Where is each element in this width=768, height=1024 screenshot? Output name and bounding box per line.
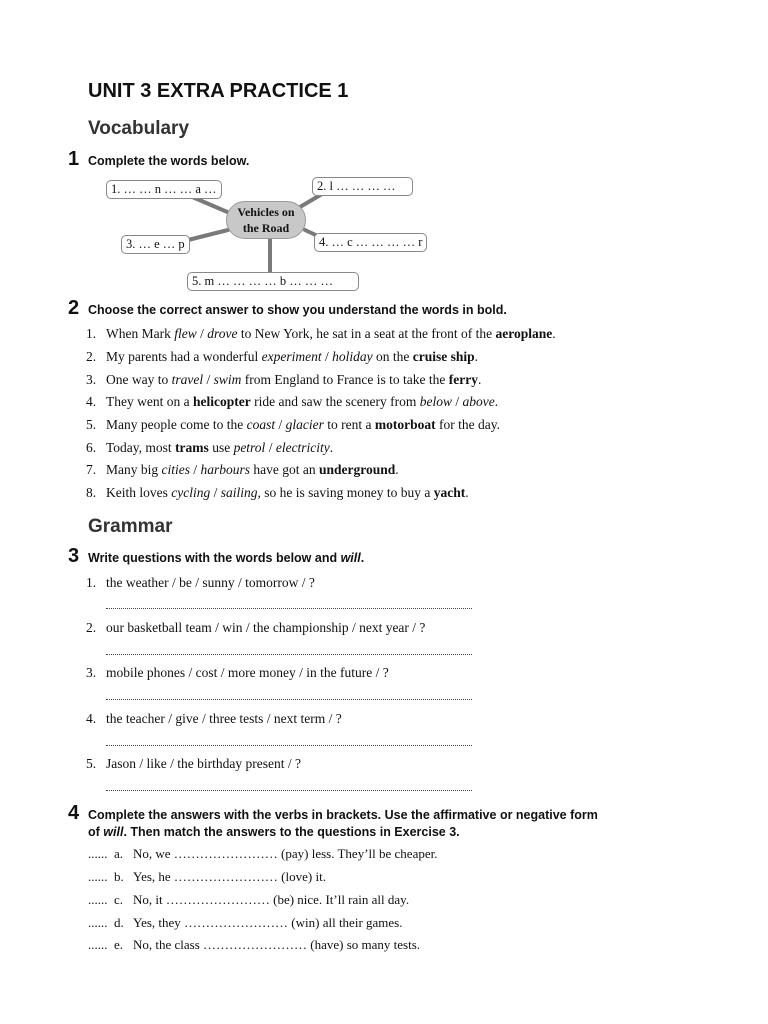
ex4-item-a-match-blank[interactable]: ...... [88, 846, 108, 861]
ex3-item-5-number: 5. [86, 756, 97, 771]
word-box-5[interactable]: 5. m … … … … b … … … [187, 272, 359, 291]
ex3-item-2-answer-line[interactable] [106, 653, 472, 655]
ex2-item-5-option-b[interactable]: glacier [285, 417, 324, 432]
ex2-item-3-bold-word: ferry [448, 372, 478, 387]
ex2-item-2-number: 2. [86, 349, 97, 364]
ex4-item-e-match-blank[interactable]: ...... [88, 937, 108, 952]
ex2-item-7-end: . [395, 462, 399, 477]
ex2-item-8-text: Keith loves [106, 485, 172, 500]
ex4-item-d-letter: d. [114, 915, 124, 930]
ex2-item-7-number: 7. [86, 462, 97, 477]
ex2-item-5 [106, 417, 500, 433]
exercise-3-instruction-will: will [340, 551, 361, 565]
ex2-item-3-option-a[interactable]: travel [171, 372, 204, 387]
ex4-item-c-text: No, it …………………… (be) nice. It’ll rain all day. [133, 892, 410, 907]
ex4-item-d-text: Yes, they …………………… (win) all their games. [133, 915, 403, 930]
exercise-1-instruction: Complete the words below. [88, 154, 250, 168]
word-box-2[interactable]: 2. l … … … … [312, 177, 413, 196]
ex2-item-8 [106, 485, 469, 501]
ex2-item-8-bold-word: yacht [433, 485, 466, 500]
ex2-item-1-option-a[interactable]: flew [174, 326, 197, 341]
ex4-item-d-match-blank[interactable]: ...... [88, 915, 108, 930]
ex2-item-6-text: Today, most [106, 440, 176, 455]
word-box-3[interactable]: 3. … e … p [121, 235, 190, 254]
exercise-4-instruction-line-1: Complete the answers with the verbs in brackets. Use the affirmative or negative form [88, 808, 598, 822]
exercise-3-instruction-text: Write questions with the words below and [88, 551, 341, 565]
ex3-item-3-number: 3. [86, 665, 97, 680]
ex2-item-6-bold-word: trams [175, 440, 209, 455]
ex2-item-5-text: Many people come to the [106, 417, 247, 432]
ex2-item-1-number: 1. [86, 326, 97, 341]
ex2-item-8-end: . [465, 485, 469, 500]
ex3-item-3-prompt: mobile phones / cost / more money / in the future / ? [106, 665, 389, 680]
ex2-item-4-bold-word: helicopter [192, 394, 251, 409]
ex2-item-5-text-2: to rent a [323, 417, 375, 432]
ex2-item-7-option-b[interactable]: harbours [200, 462, 251, 477]
ex2-item-5-bold-word: motorboat [374, 417, 436, 432]
ex2-item-1-bold-word: aeroplane [495, 326, 553, 341]
ex2-item-2-text-2: on the [372, 349, 413, 364]
ex3-item-4-answer-line[interactable] [106, 744, 472, 746]
ex2-item-2-text: My parents had a wonderful [106, 349, 262, 364]
exercise-4-instruction-line-2 [88, 824, 460, 841]
ex2-item-2-option-a[interactable]: experiment [261, 349, 322, 364]
mind-map-connectors [0, 0, 768, 300]
ex2-item-3 [106, 372, 481, 388]
ex2-item-6-option-b[interactable]: electricity [275, 440, 330, 455]
ex2-item-1-end: . [552, 326, 556, 341]
ex2-item-4-option-a[interactable]: below [419, 394, 453, 409]
exercise-3-instruction-end: . [360, 551, 365, 565]
ex2-item-3-slash: / [203, 372, 214, 387]
ex4-item-c-letter: c. [114, 892, 124, 907]
ex2-item-8-slash: / [210, 485, 221, 500]
ex2-item-8-option-b[interactable]: sailing [220, 485, 258, 500]
ex4-item-e-text: No, the class …………………… (have) so many tests. [133, 937, 421, 952]
ex2-item-1-text: When Mark [106, 326, 175, 341]
ex2-item-4-option-b[interactable]: above [462, 394, 495, 409]
exercise-4-instruction-rest: . Then match the answers to the questions in Exercise 3. [123, 825, 460, 839]
ex4-item-b-match-blank[interactable]: ...... [88, 869, 108, 884]
exercise-3-instruction [88, 550, 364, 567]
exercise-2-instruction: Choose the correct answer to show you understand the words in bold. [88, 303, 507, 317]
ex2-item-7-bold-word: underground [319, 462, 396, 477]
vocabulary-heading: Vocabulary [88, 118, 190, 139]
ex2-item-2-slash: / [321, 349, 333, 364]
ex2-item-6-end: . [329, 440, 334, 455]
ex3-item-5-answer-line[interactable] [106, 789, 472, 791]
ex3-item-2-prompt: our basketball team / win / the championship / next year / ? [106, 620, 426, 635]
exercise-1-number: 1 [68, 148, 80, 170]
ex3-item-1-prompt: the weather / be / sunny / tomorrow / ? [106, 575, 315, 590]
ex2-item-5-option-a[interactable]: coast [246, 417, 276, 432]
ex4-item-b-text: Yes, he …………………… (love) it. [133, 869, 326, 884]
ex2-item-5-end: for the day. [435, 417, 500, 432]
ex2-item-3-option-b[interactable]: swim [213, 372, 242, 387]
ex4-item-b-letter: b. [114, 869, 124, 884]
ex2-item-6-number: 6. [86, 440, 97, 455]
ex2-item-6-text-2: use [208, 440, 234, 455]
ex2-item-7-text-2: have got an [250, 462, 320, 477]
exercise-4-instruction-will: will [103, 825, 124, 839]
ex2-item-7-slash: / [190, 462, 201, 477]
ex2-item-5-number: 5. [86, 417, 97, 432]
ex3-item-3-answer-line[interactable] [106, 698, 472, 700]
word-box-1[interactable]: 1. … … n … … a … [106, 180, 222, 199]
ex2-item-6-slash: / [265, 440, 276, 455]
ex2-item-7 [106, 462, 399, 478]
exercise-3-number: 3 [68, 545, 80, 567]
ex2-item-3-number: 3. [86, 372, 97, 387]
ex2-item-4-number: 4. [86, 394, 97, 409]
page-title: UNIT 3 EXTRA PRACTICE 1 [88, 80, 349, 102]
ex3-item-4-prompt: the teacher / give / three tests / next term / ? [106, 711, 342, 726]
grammar-heading: Grammar [88, 516, 173, 537]
ex2-item-3-text: One way to [106, 372, 172, 387]
ex4-item-c-match-blank[interactable]: ...... [88, 892, 108, 907]
ex2-item-3-end: . [477, 372, 482, 387]
ex2-item-4-slash: / [452, 394, 463, 409]
ex2-item-8-option-a[interactable]: cycling [171, 485, 211, 500]
ex2-item-2-option-b[interactable]: holiday [332, 349, 373, 364]
mind-map-center-line-1: Vehicles on [237, 205, 295, 219]
ex2-item-3-text-2: from England to France is to take the [241, 372, 449, 387]
ex3-item-2-number: 2. [86, 620, 97, 635]
ex2-item-2 [106, 349, 478, 365]
exercise-4-instruction-of: of [88, 825, 104, 839]
exercise-4-number: 4 [68, 802, 80, 824]
exercise-2-number: 2 [68, 297, 80, 319]
ex3-item-1-number: 1. [86, 575, 97, 590]
ex2-item-6-option-a[interactable]: petrol [233, 440, 266, 455]
ex2-item-1-option-b[interactable]: drove [207, 326, 238, 341]
mind-map-center-line-2: the Road [242, 221, 290, 235]
ex2-item-1-slash: / [196, 326, 208, 341]
ex2-item-6 [106, 440, 333, 456]
mind-map-center [226, 201, 306, 239]
ex2-item-8-number: 8. [86, 485, 97, 500]
ex4-item-a-letter: a. [114, 846, 124, 861]
ex2-item-7-option-a[interactable]: cities [161, 462, 190, 477]
ex4-item-e-letter: e. [114, 937, 124, 952]
ex2-item-1 [106, 326, 556, 342]
ex2-item-2-bold-word: cruise ship [412, 349, 475, 364]
ex2-item-4-text: They went on a [106, 394, 193, 409]
ex2-item-2-end: . [474, 349, 478, 364]
ex3-item-1-answer-line[interactable] [106, 607, 472, 609]
ex2-item-1-text-2: to New York, he sat in a seat at the front of the [237, 326, 496, 341]
ex4-item-a-text: No, we …………………… (pay) less. They’ll be cheaper. [133, 846, 438, 861]
ex2-item-4-end: . [494, 394, 499, 409]
ex2-item-4 [106, 394, 498, 410]
ex2-item-5-slash: / [275, 417, 286, 432]
word-box-4[interactable]: 4. … c … … … … r [314, 233, 427, 252]
ex3-item-5-prompt: Jason / like / the birthday present / ? [106, 756, 301, 771]
ex2-item-7-text: Many big [106, 462, 162, 477]
ex2-item-8-text-2: , so he is saving money to buy a [257, 485, 434, 500]
ex3-item-4-number: 4. [86, 711, 97, 726]
ex2-item-4-text-2: ride and saw the scenery from [250, 394, 420, 409]
